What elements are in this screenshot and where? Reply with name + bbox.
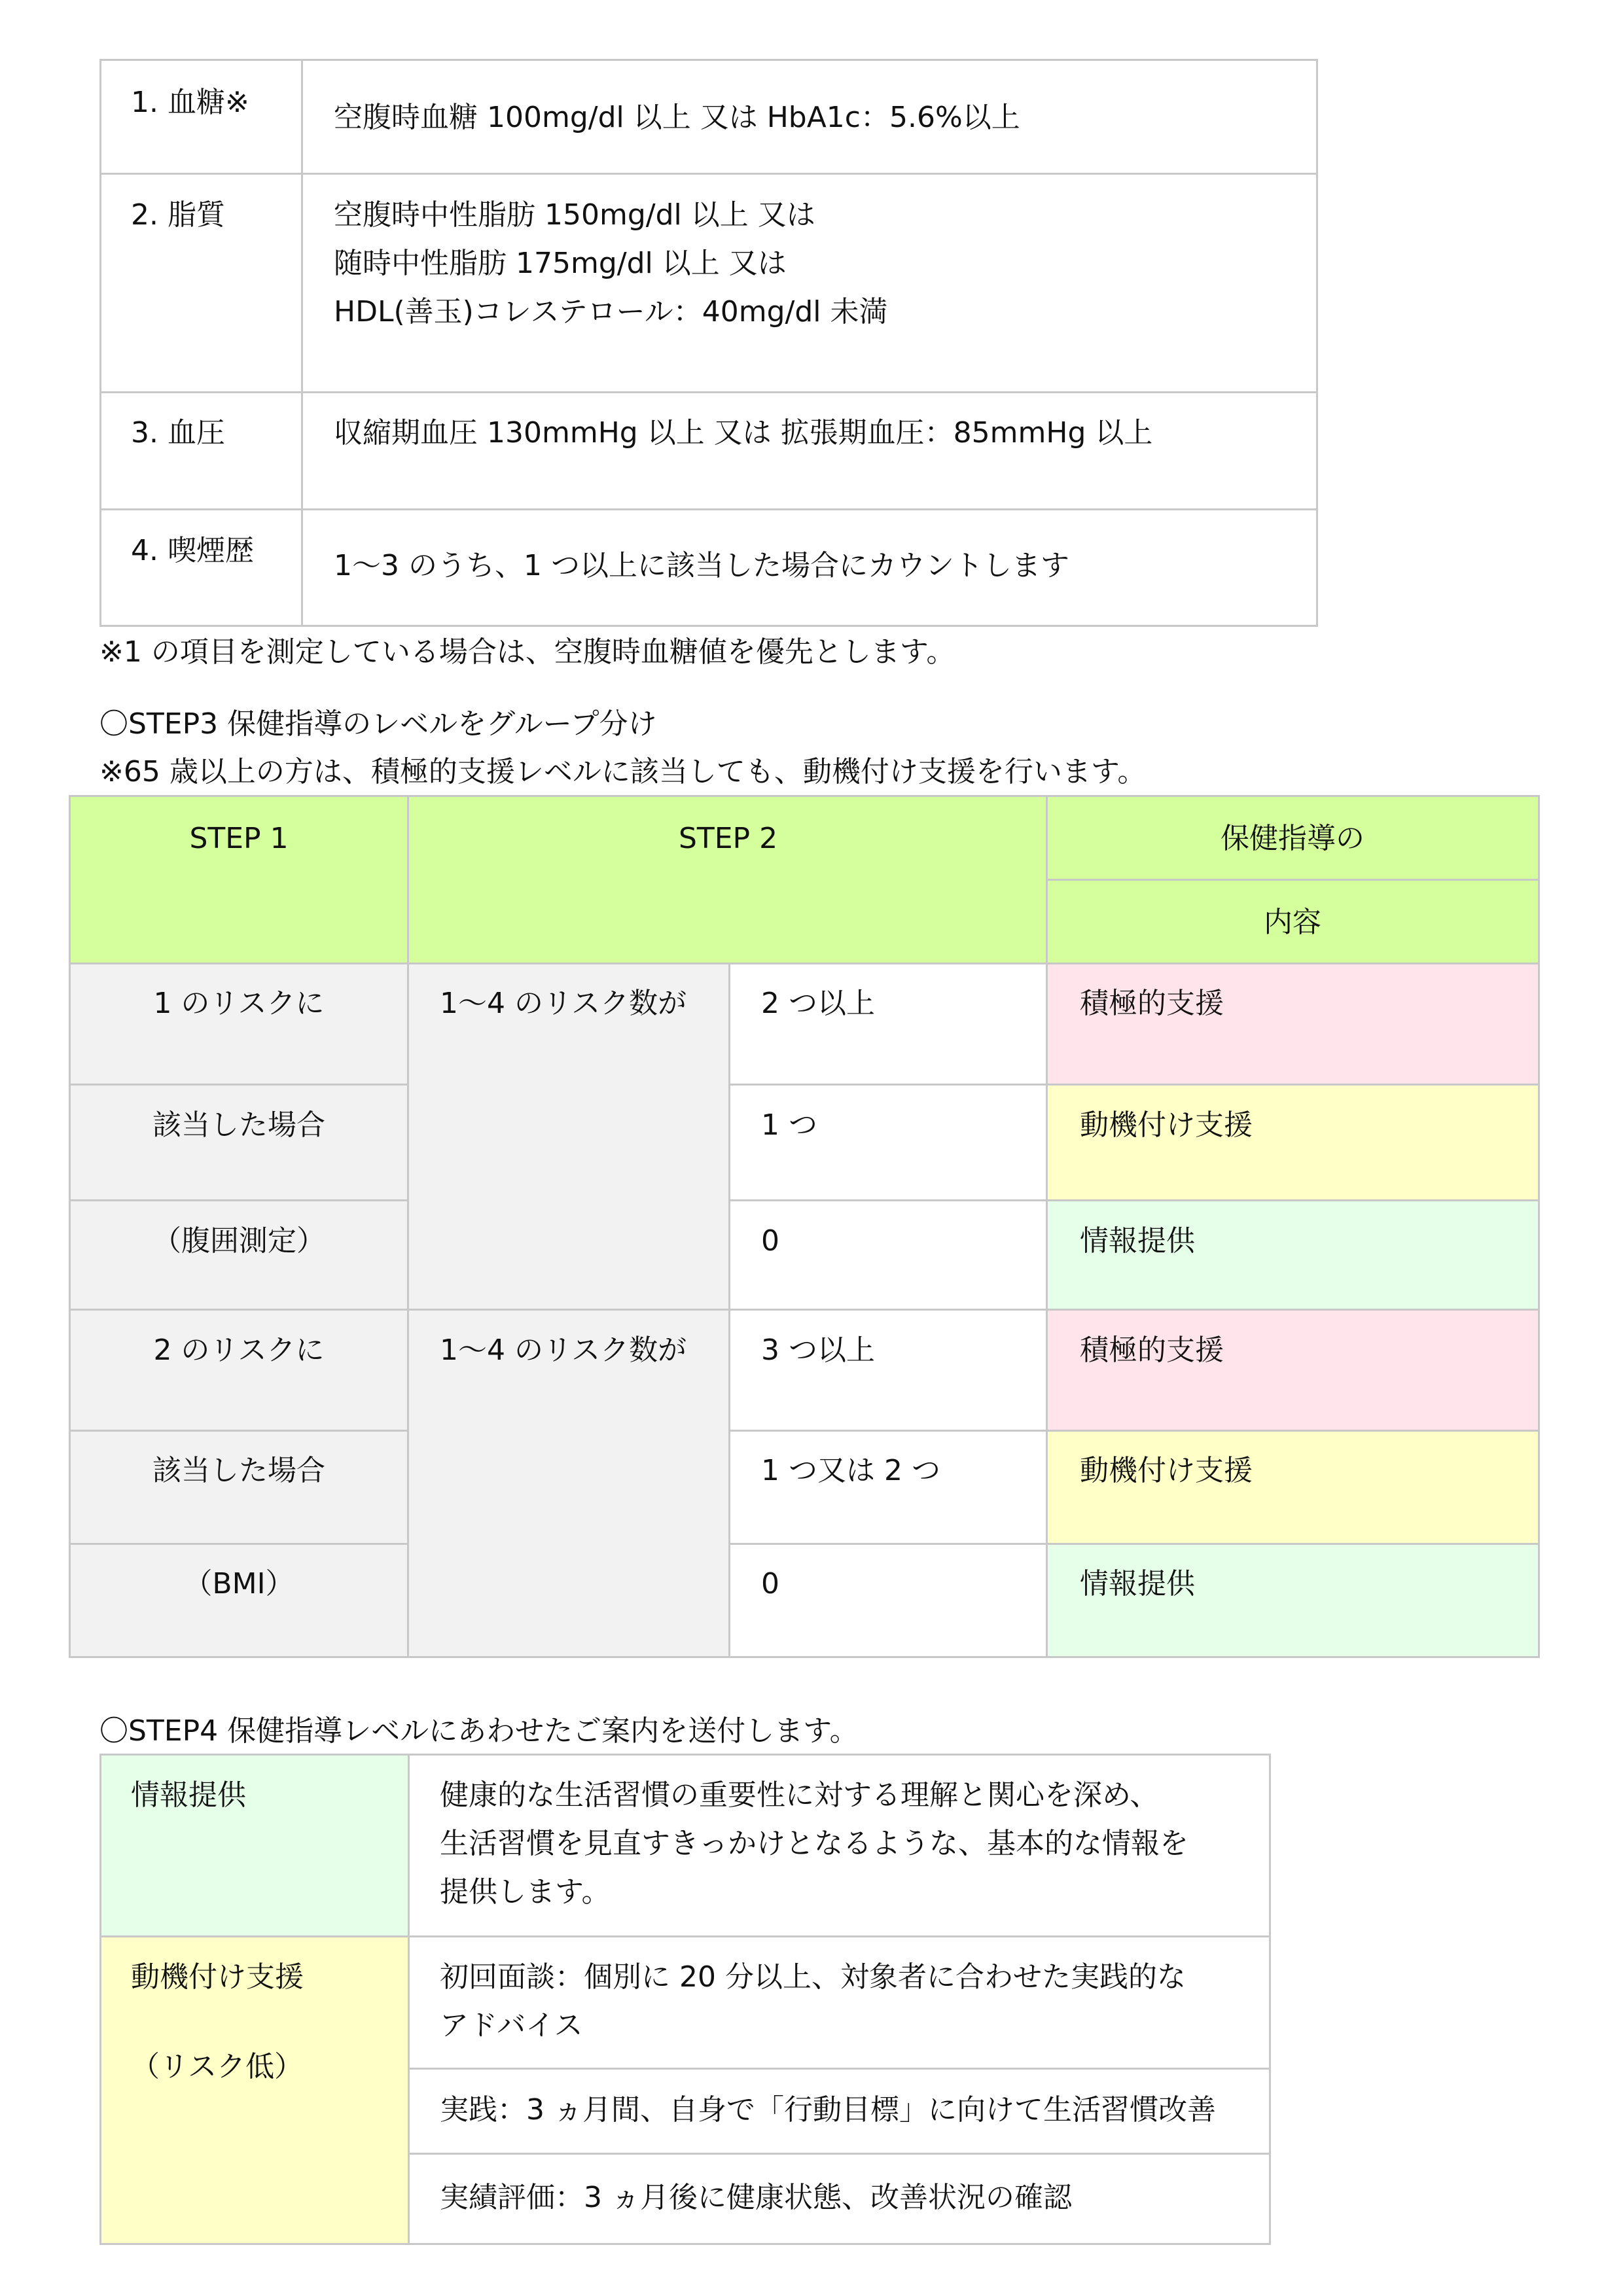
group2-step1-line2: 該当した場合 <box>152 1454 325 1487</box>
step4-heading: 〇STEP4 保健指導レベルにあわせたご案内を送付します。 <box>99 1714 859 1748</box>
motivation-item-3: 実績評価：3 ヵ月後に健康状態、改善状況の確認 <box>440 2181 1072 2214</box>
header-content-1: 保健指導の <box>1221 822 1364 855</box>
group2-step2: 1〜4 のリスク数が <box>440 1333 687 1367</box>
group1-level-1: 積極的支援 <box>1080 987 1224 1020</box>
criteria-label-smoking: 4. 喫煙歴 <box>131 534 254 567</box>
group1-count-1: 2 つ以上 <box>761 987 875 1020</box>
step3-note: ※65 歳以上の方は、積極的支援レベルに該当しても、動機付け支援を行います。 <box>99 755 1147 788</box>
group2-count-1: 3 つ以上 <box>761 1333 875 1367</box>
criteria-desc-lipid-2: 随時中性脂肪 175mg/dl 以上 又は <box>334 247 787 280</box>
motivation-label: 動機付け支援 <box>131 1960 304 1994</box>
info-label: 情報提供 <box>131 1778 246 1812</box>
group1-level-3: 情報提供 <box>1080 1224 1195 1258</box>
criteria-desc-smoking: 1〜3 のうち、1 つ以上に該当した場合にカウントします <box>334 549 1069 582</box>
group1-step2: 1〜4 のリスク数が <box>440 987 687 1020</box>
criteria-desc-bp: 収縮期血圧 130mmHg 以上 又は 拡張期血圧：85mmHg 以上 <box>334 416 1153 450</box>
criteria-desc-lipid-3: HDL(善玉)コレステロール：40mg/dl 未満 <box>334 295 888 328</box>
motivation-item-2: 実践：3 ヵ月間、自身で「行動目標」に向けて生活習慣改善 <box>440 2093 1216 2127</box>
header-content-2: 内容 <box>1264 906 1321 939</box>
criteria-label-glucose: 1. 血糖※ <box>131 86 249 119</box>
group2-level-2: 動機付け支援 <box>1080 1454 1253 1487</box>
criteria-label-lipid: 2. 脂質 <box>131 198 225 232</box>
info-desc-2: 生活習慣を見直すきっかけとなるような、基本的な情報を <box>440 1827 1188 1860</box>
note-glucose-priority: ※1 の項目を測定している場合は、空腹時血糖値を優先とします。 <box>99 635 955 669</box>
header-step1: STEP 1 <box>189 822 289 855</box>
header-step2: STEP 2 <box>678 822 778 855</box>
criteria-desc-glucose: 空腹時血糖 100mg/dl 以上 又は HbA1c：5.6%以上 <box>334 101 1020 134</box>
motivation-item-1-line2: アドバイス <box>440 2009 583 2042</box>
group2-level-3: 情報提供 <box>1080 1567 1195 1600</box>
criteria-label-bp: 3. 血圧 <box>131 416 225 450</box>
group1-level-2: 動機付け支援 <box>1080 1108 1253 1142</box>
motivation-sublabel: （リスク低） <box>131 2050 304 2083</box>
group2-step1-line3: （BMI） <box>183 1567 294 1600</box>
info-desc-1: 健康的な生活習慣の重要性に対する理解と関心を深め、 <box>440 1778 1159 1812</box>
group2-count-2: 1 つ又は 2 つ <box>761 1454 940 1487</box>
group1-step1-line2: 該当した場合 <box>152 1108 325 1142</box>
group1-step1-line3: （腹囲測定） <box>152 1224 325 1258</box>
group1-count-3: 0 <box>761 1224 779 1258</box>
group2-step1-line1: 2 のリスクに <box>153 1333 325 1367</box>
motivation-item-1-line1: 初回面談：個別に 20 分以上、対象者に合わせた実践的な <box>440 1960 1186 1994</box>
group1-count-2: 1 つ <box>761 1108 817 1142</box>
step3-heading: 〇STEP3 保健指導のレベルをグループ分け <box>99 707 657 741</box>
info-desc-3: 提供します。 <box>440 1875 611 1909</box>
group1-step1-line1: 1 のリスクに <box>153 987 325 1020</box>
criteria-desc-lipid-1: 空腹時中性脂肪 150mg/dl 以上 又は <box>334 198 815 232</box>
group2-level-1: 積極的支援 <box>1080 1333 1224 1367</box>
group2-count-3: 0 <box>761 1567 779 1600</box>
